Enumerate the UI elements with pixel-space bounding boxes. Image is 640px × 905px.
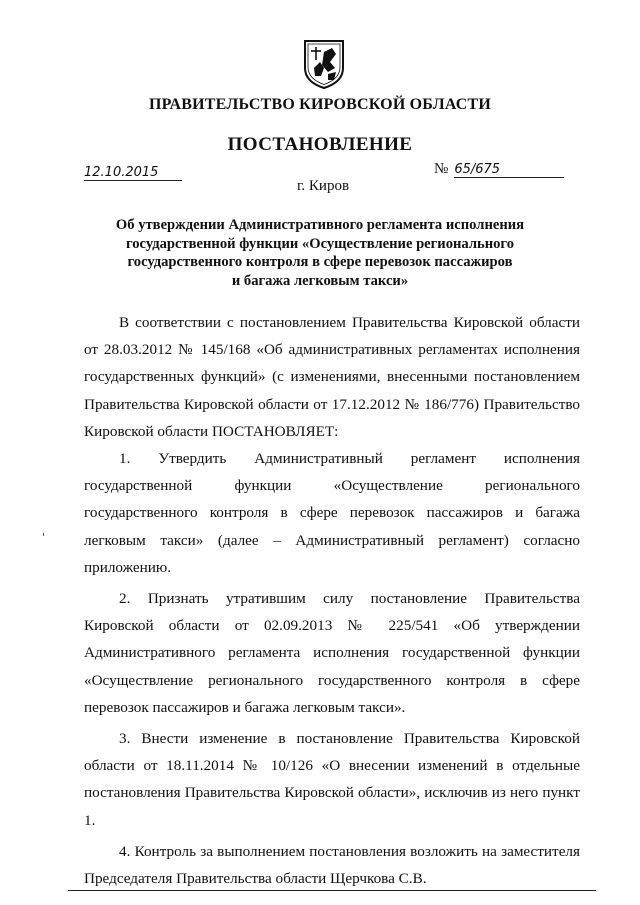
document-number-field bbox=[434, 160, 578, 178]
subject-line: Об утверждении Административного регламента исполнения bbox=[115, 217, 525, 233]
city-name: г. Киров bbox=[296, 178, 350, 194]
resolution-item-2: 2. Признать утратившим силу постановление Правительства Кировской области от 02.09.2013 № 225/541 «Об утверждении Административного регламента исполнения государственной функции «Осуществление регионального государственного контроля в сфере перевозок пассажиров и багажа легковым такси». bbox=[84, 590, 580, 716]
document-type: ПОСТАНОВЛЕНИЕ bbox=[227, 134, 413, 155]
bottom-divider bbox=[68, 890, 596, 891]
government-title: ПРАВИТЕЛЬСТВО КИРОВСКОЙ ОБЛАСТИ bbox=[148, 96, 492, 113]
document-number: 65/675 bbox=[454, 163, 564, 178]
subject-line: государственного контроля в сфере перевозок пассажиров bbox=[127, 254, 513, 270]
scan-mark bbox=[43, 533, 44, 536]
resolution-item-4: 4. Контроль за выполнением постановления возложить на заместителя Председателя Правительства области Щерчкова С.В. bbox=[84, 842, 580, 888]
resolution-item-3: 3. Внести изменение в постановление Правительства Кировской области от 18.11.2014 № 10/126 «О внесении изменений в отдельные постановления Правительства Кировской области», исключив из него пункт 1. bbox=[84, 730, 580, 829]
document-body bbox=[84, 309, 580, 896]
coat-of-arms-icon bbox=[302, 38, 346, 90]
resolution-item-1: 1. Утвердить Административный регламент исполнения государственной функции «Осуществление регионального государственного контроля в сфере перевозок пассажиров и багажа легковым такси» (далее – Административный регламент) согласно приложению. bbox=[84, 450, 580, 576]
subject-line: государственной функции «Осуществление регионального bbox=[126, 235, 514, 252]
number-sign: № bbox=[434, 161, 449, 177]
document-subject bbox=[100, 216, 540, 290]
preamble-paragraph: В соответствии с постановлением Правительства Кировской области от 28.03.2012 № 145/168 «Об административных регламентах исполнения государственных функций» (с изменениями, внесенными постановлением Правительства Кировской области от 17.12.2012 № 186/776) Правительство Кировской области ПОСТАНОВЛЯЕТ: bbox=[84, 314, 580, 440]
subject-line: и багажа легковым такси» bbox=[231, 272, 409, 289]
document-date: 12.10.2015 bbox=[84, 166, 182, 181]
